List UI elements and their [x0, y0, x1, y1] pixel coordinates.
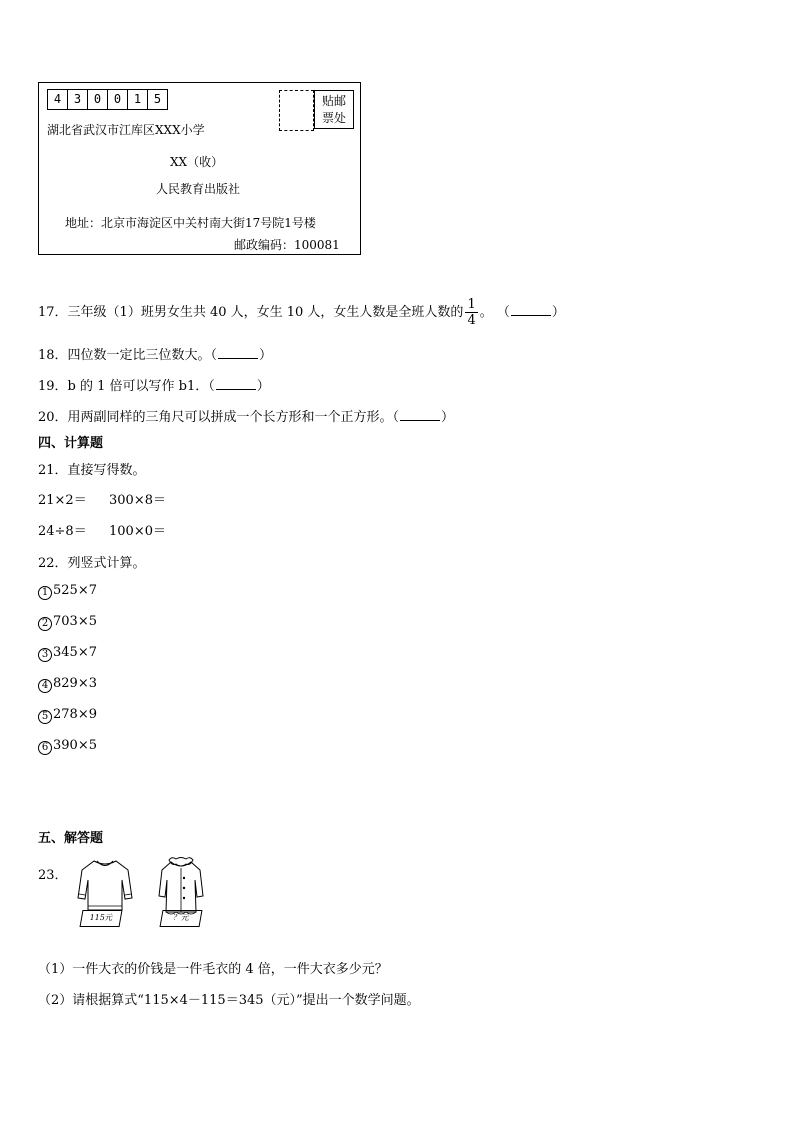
q17-tail: 。 （ — [479, 305, 510, 320]
zip-digit: 3 — [67, 89, 88, 110]
q18-text: 18．四位数一定比三位数大。（ — [38, 348, 218, 363]
question-21-title: 21．直接写得数。 — [38, 463, 146, 478]
section-heading-5: 五、解答题 — [38, 831, 104, 846]
question-18 — [38, 344, 272, 363]
recipient-name: XX（收） — [170, 155, 224, 169]
coat-price: ？元 — [172, 913, 190, 922]
calc-expression: 829×3 — [53, 676, 97, 691]
q17-text: 17．三年级（1）班男女生共 40 人，女生 10 人，女生人数是全班人数的 — [38, 305, 464, 320]
vertical-calc-item — [38, 676, 97, 693]
question-23-number: 23． — [38, 868, 68, 883]
zip-digit: 4 — [47, 89, 68, 110]
coat-price-tag — [160, 910, 203, 927]
stamp-placeholder — [279, 90, 314, 131]
fraction-numerator: 1 — [467, 297, 476, 312]
question-20 — [38, 406, 454, 425]
q20-close: ） — [441, 410, 455, 425]
zip-digit: 0 — [107, 89, 128, 110]
vertical-calc-item — [38, 738, 97, 755]
calc-item: 300×8＝ — [109, 493, 166, 508]
question-22-title: 22．列竖式计算。 — [38, 556, 146, 571]
question-23-part1: （1）一件大衣的价钱是一件毛衣的 4 倍，一件大衣多少元？ — [38, 962, 388, 977]
answer-blank[interactable] — [218, 348, 258, 359]
vertical-calc-item — [38, 707, 97, 724]
calc-expression: 390×5 — [53, 738, 97, 753]
zip-digit: 5 — [147, 89, 168, 110]
calc-expression: 345×7 — [53, 645, 97, 660]
sweater-price: 115元 — [88, 913, 114, 922]
sender-name: 人民教育出版社 — [156, 182, 241, 196]
circled-number: 5 — [38, 710, 52, 724]
sender-address: 地址：北京市海淀区中关村南大街17号院1号楼 — [65, 216, 316, 230]
stamp-label-line1: 贴邮 — [321, 94, 346, 108]
fraction-denominator: 4 — [467, 313, 476, 328]
vertical-calc-item — [38, 583, 97, 600]
calc-expression: 703×5 — [53, 614, 97, 629]
stamp-label-box — [314, 90, 354, 129]
question-19 — [38, 375, 270, 394]
answer-blank[interactable] — [400, 410, 440, 421]
calc-item: 24÷8＝ — [38, 524, 87, 539]
zip-digit: 0 — [87, 89, 108, 110]
stamp-label-line2: 票处 — [321, 111, 346, 125]
question-17 — [38, 297, 565, 328]
calc-expression: 278×9 — [53, 707, 97, 722]
circled-number: 2 — [38, 617, 52, 631]
zip-digit: 1 — [127, 89, 148, 110]
answer-blank[interactable] — [511, 305, 551, 316]
q19-text: 19．b 的 1 倍可以写作 b1．（ — [38, 379, 215, 394]
circled-number: 3 — [38, 648, 52, 662]
circled-number: 4 — [38, 679, 52, 693]
q17-close: ） — [551, 305, 565, 320]
calc-item: 100×0＝ — [109, 524, 166, 539]
sweater-price-tag — [80, 910, 123, 927]
calc-item: 21×2＝ — [38, 493, 87, 508]
recipient-address: 湖北省武汉市江库区XXX小学 — [47, 123, 205, 137]
question-23-part2: （2）请根据算式“115×4－115＝345（元）”提出一个数学问题。 — [38, 993, 420, 1008]
vertical-calc-item — [38, 614, 97, 631]
zip-code-boxes — [47, 89, 167, 110]
sender-postcode: 邮政编码：100081 — [234, 238, 340, 252]
calc-expression: 525×7 — [53, 583, 97, 598]
answer-blank[interactable] — [216, 379, 256, 390]
section-heading-4: 四、计算题 — [38, 436, 104, 451]
circled-number: 6 — [38, 741, 52, 755]
q20-text: 20．用两副同样的三角尺可以拼成一个长方形和一个正方形。（ — [38, 410, 400, 425]
envelope-illustration — [38, 82, 361, 255]
q19-close: ） — [256, 379, 270, 394]
q18-close: ） — [259, 348, 273, 363]
vertical-calc-item — [38, 645, 97, 662]
fraction — [465, 297, 477, 328]
circled-number: 1 — [38, 586, 52, 600]
